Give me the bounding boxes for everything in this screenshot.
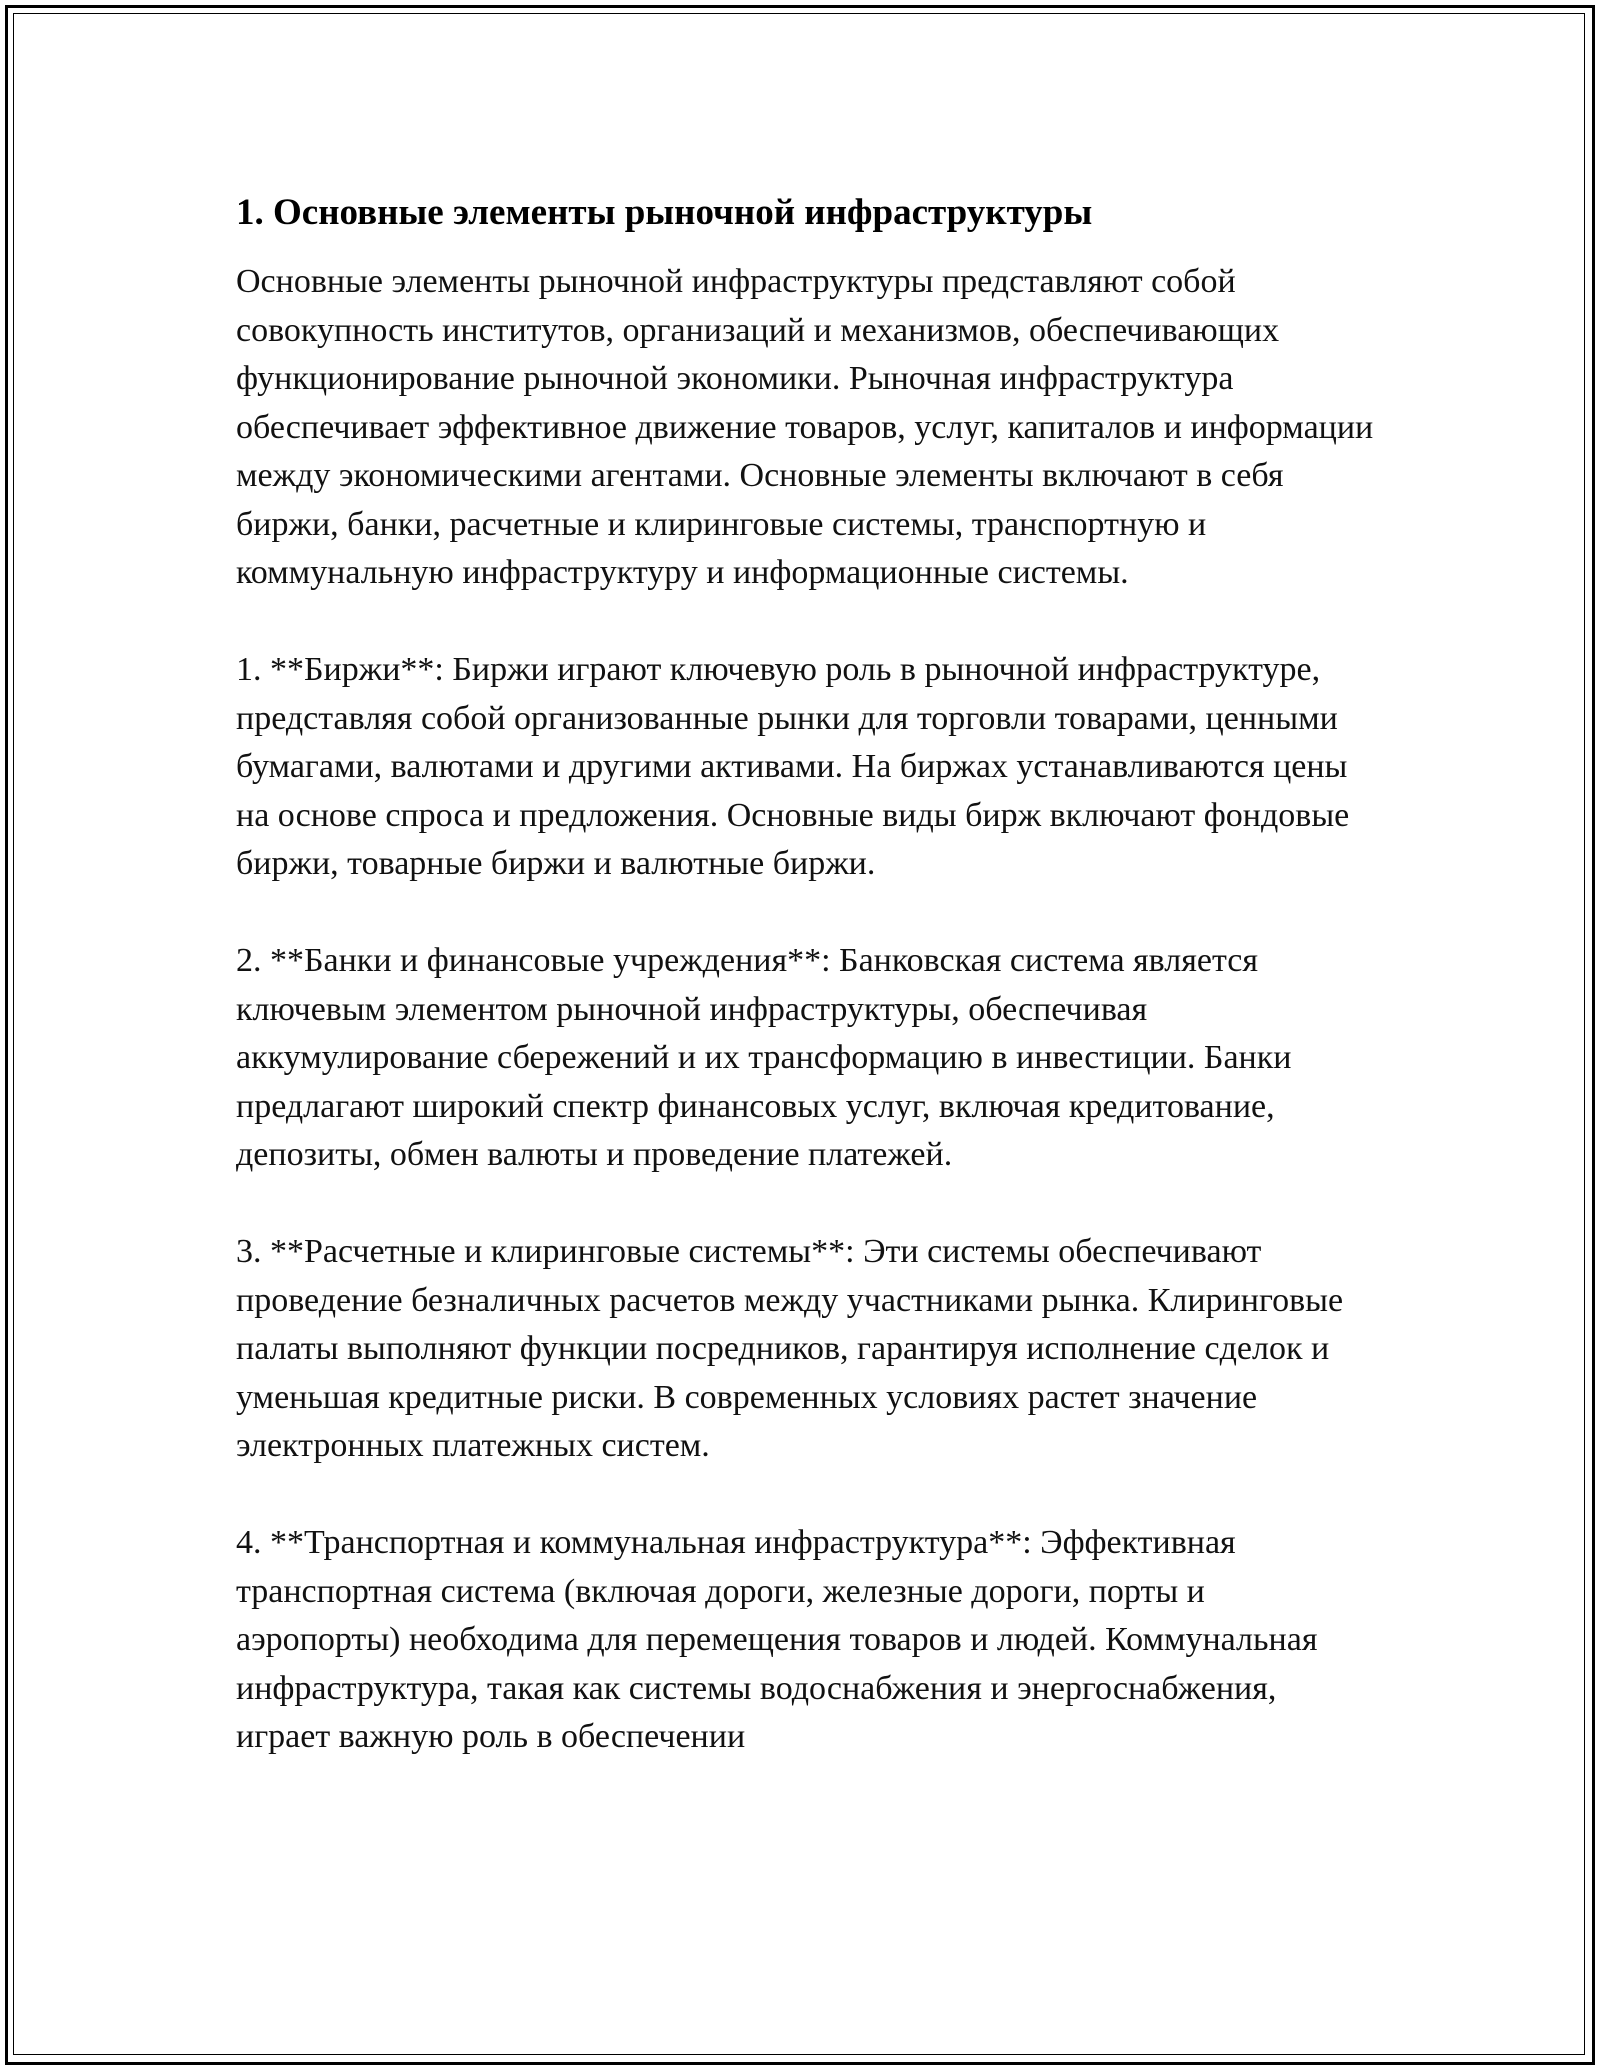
paragraph-clearing-systems: 3. **Расчетные и клиринговые системы**: Эти системы обеспечивают проведение безналичных расчетов между участниками рынка. Клиринговые палаты выполняют функции посредников, гарантируя исполнение сделок и уменьшая кредитные риски. В современных условиях растет значение электронных платежных систем. [236,1233,1344,1464]
paragraph-exchanges: 1. **Биржи**: Биржи играют ключевую роль в рыночной инфраструктуре, представляя собой организованные рынки для торговли товарами, ценными бумагами, валютами и другими активами. На биржах устанавливаются цены на основе спроса и предложения. Основные виды бирж включают фондовые биржи, товарные биржи и валютные биржи. [236,651,1350,882]
section-title: 1. Основные элементы рыночной инфраструктуры [236,192,1093,233]
paragraph-banks: 2. **Банки и финансовые учреждения**: Банковская система является ключевым элементом рыночной инфраструктуры, обеспечивая аккумулирование сбережений и их трансформацию в инвестиции. Банки предлагают широкий спектр финансовых услуг, включая кредитование, депозиты, обмен валюты и проведение платежей. [236,942,1292,1173]
document-body [236,188,1376,1762]
paragraph-transport-utilities: 4. **Транспортная и коммунальная инфраструктура**: Эффективная транспортная система (включая дороги, железные дороги, порты и аэропорты) необходима для перемещения товаров и людей. Коммунальная инфраструктура, такая как системы водоснабжения и энергоснабжения, играет важную роль в обеспечении [236,1524,1318,1755]
intro-paragraph: Основные элементы рыночной инфраструктуры представляют собой совокупность институтов, организаций и механизмов, обеспечивающих функционирование рыночной экономики. Рыночная инфраструктура обеспечивает эффективное движение товаров, услуг, капиталов и информации между экономическими агентами. Основные элементы включают в себя биржи, банки, расчетные и клиринговые системы, транспортную и коммунальную инфраструктуру и информационные системы. [236,263,1374,591]
